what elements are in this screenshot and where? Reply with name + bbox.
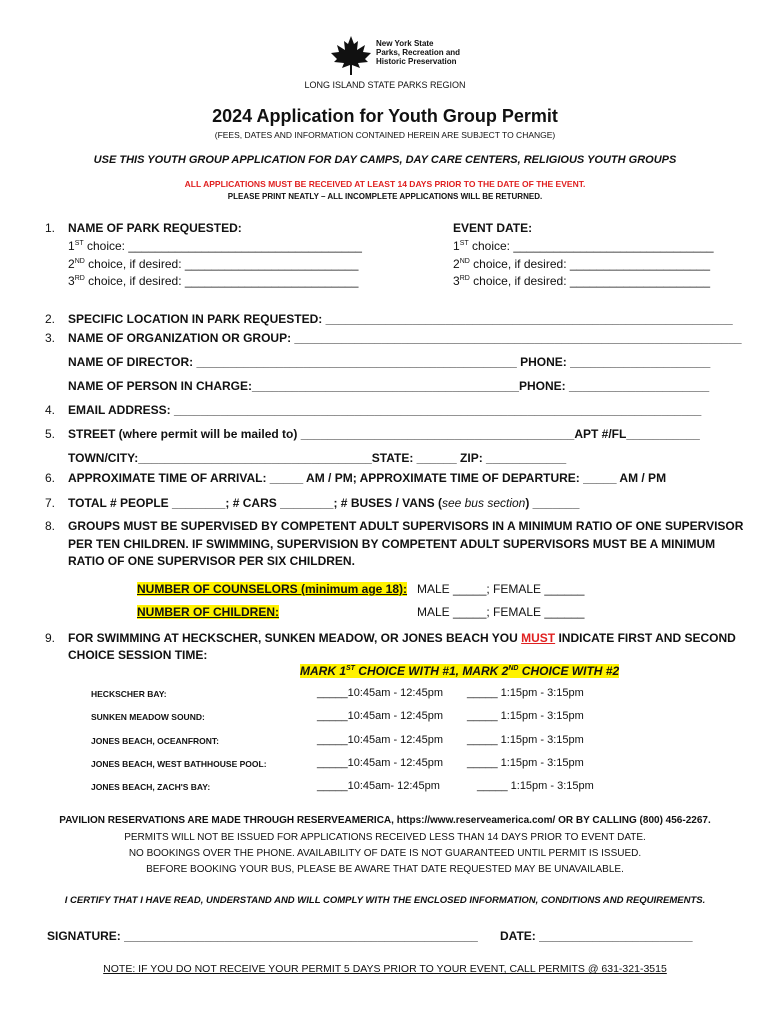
mark-choice-instruction: MARK 1ST CHOICE WITH #1, MARK 2ND CHOICE WITH #2 — [300, 664, 620, 678]
email-field[interactable]: EMAIL ADDRESS: _______________________________________________________________________________ — [68, 403, 702, 417]
swimming-instructions-line-2: CHOICE SESSION TIME: — [68, 648, 208, 662]
page-title: 2024 Application for Youth Group Permit — [212, 106, 558, 126]
park-choice-2-field[interactable]: 2ND choice, if desired: __________________________ — [68, 257, 359, 271]
session-afternoon-field[interactable]: _____ 1:15pm - 3:15pm — [467, 734, 584, 746]
session-beach-label: HECKSCHER BAY: — [91, 689, 167, 699]
permits-notice: PERMITS WILL NOT BE ISSUED FOR APPLICATIONS RECEIVED LESS THAN 14 DAYS PRIOR TO EVENT DATE. — [124, 832, 646, 843]
session-beach-label: SUNKEN MEADOW SOUND: — [91, 712, 205, 722]
agency-logo — [329, 36, 479, 78]
park-requested-label: NAME OF PARK REQUESTED: — [68, 221, 242, 235]
item-number: 6. — [45, 471, 56, 485]
session-afternoon-field[interactable]: _____ 1:15pm - 3:15pm — [467, 757, 584, 769]
pavilion-reservations-notice: PAVILION RESERVATIONS ARE MADE THROUGH RESERVEAMERICA, https://www.reserveamerica.com/ OR BY CALLING (800) 456-2267. — [59, 815, 711, 826]
date-field[interactable]: DATE: _______________________ — [500, 929, 693, 943]
event-date-choice-1-field[interactable]: 1ST choice: ______________________________ — [453, 239, 714, 253]
use-instructions: USE THIS YOUTH GROUP APPLICATION FOR DAY CAMPS, DAY CARE CENTERS, RELIGIOUS YOUTH GROUPS — [93, 154, 677, 166]
item-number: 1. — [45, 221, 56, 235]
park-choice-3-field[interactable]: 3RD choice, if desired: __________________________ — [68, 274, 359, 288]
item-number: 4. — [45, 403, 56, 417]
children-label: NUMBER OF CHILDREN: — [137, 605, 279, 619]
session-morning-field[interactable]: _____10:45am- 12:45pm — [317, 780, 440, 792]
session-morning-field[interactable]: _____10:45am - 12:45pm — [317, 757, 443, 769]
item-number: 7. — [45, 496, 56, 510]
permit-contact-note: NOTE: IF YOU DO NOT RECEIVE YOUR PERMIT 5 DAYS PRIOR TO YOUR EVENT, CALL PERMITS @ 631-321-3515 — [103, 963, 667, 975]
session-afternoon-field[interactable]: _____ 1:15pm - 3:15pm — [467, 710, 584, 722]
certification-statement: I CERTIFY THAT I HAVE READ, UNDERSTAND AND WILL COMPLY WITH THE ENCLOSED INFORMATION, CONDITIONS AND REQUIREMENTS. — [64, 895, 706, 906]
children-gender-fields[interactable]: MALE _____; FEMALE ______ — [417, 605, 585, 619]
director-name-field[interactable]: NAME OF DIRECTOR: ________________________________________________ PHONE: _____________________ — [68, 355, 711, 369]
agency-name: New York State Parks, Recreation and Historic Preservation — [376, 39, 461, 66]
event-date-label: EVENT DATE: — [453, 221, 533, 235]
session-afternoon-field[interactable]: _____ 1:15pm - 3:15pm — [477, 780, 594, 792]
street-field[interactable]: STREET (where permit will be mailed to) _________________________________________APT #/FL___________ — [68, 427, 700, 441]
maple-leaf-icon — [329, 36, 373, 76]
bus-notice: BEFORE BOOKING YOUR BUS, PLEASE BE AWARE THAT DATE REQUESTED MAY BE UNAVAILABLE. — [146, 864, 624, 875]
session-morning-field[interactable]: _____10:45am - 12:45pm — [317, 710, 443, 722]
people-cars-buses-field[interactable]: TOTAL # PEOPLE ________; # CARS ________; # BUSES / VANS (see bus section) _______ — [68, 496, 580, 510]
deadline-notice: ALL APPLICATIONS MUST BE RECEIVED AT LEAST 14 DAYS PRIOR TO THE DATE OF THE EVENT. — [184, 179, 586, 189]
item-number: 9. — [45, 631, 56, 645]
supervision-text-line-3: RATIO OF ONE SUPERVISOR PER SIX CHILDREN. — [68, 554, 355, 568]
event-date-choice-2-field[interactable]: 2ND choice, if desired: _____________________ — [453, 257, 711, 271]
session-morning-field[interactable]: _____10:45am - 12:45pm — [317, 734, 443, 746]
page-subtitle: (FEES, DATES AND INFORMATION CONTAINED HEREIN ARE SUBJECT TO CHANGE) — [214, 130, 556, 140]
region-name: LONG ISLAND STATE PARKS REGION — [304, 80, 466, 90]
person-in-charge-field[interactable]: NAME OF PERSON IN CHARGE:________________________________________PHONE: _____________________ — [68, 379, 710, 393]
bookings-notice: NO BOOKINGS OVER THE PHONE. AVAILABILITY OF DATE IS NOT GUARANTEED UNTIL PERMIT IS ISSUED. — [128, 848, 642, 859]
item-number: 8. — [45, 519, 56, 533]
town-state-zip-field[interactable]: TOWN/CITY:___________________________________STATE: ______ ZIP: ____________ — [68, 451, 567, 465]
counselors-gender-fields[interactable]: MALE _____; FEMALE ______ — [417, 582, 585, 596]
signature-field[interactable]: SIGNATURE: _____________________________________________________ — [47, 929, 478, 943]
print-neatly-notice: PLEASE PRINT NEATLY – ALL INCOMPLETE APPLICATIONS WILL BE RETURNED. — [227, 192, 543, 201]
specific-location-field[interactable]: SPECIFIC LOCATION IN PARK REQUESTED: _____________________________________________________________ — [68, 312, 733, 326]
event-date-choice-3-field[interactable]: 3RD choice, if desired: _____________________ — [453, 274, 711, 288]
supervision-text-line-2: PER TEN CHILDREN. IF SWIMMING, SUPERVISION BY COMPETENT ADULT SUPERVISORS MUST BE A MINIMUM — [68, 537, 716, 551]
item-number: 3. — [45, 331, 56, 345]
session-beach-label: JONES BEACH, ZACH'S BAY: — [91, 782, 211, 792]
swimming-instructions-line-1: FOR SWIMMING AT HECKSCHER, SUNKEN MEADOW, OR JONES BEACH YOU MUST INDICATE FIRST AND SECOND — [68, 631, 736, 645]
supervision-text-line-1: GROUPS MUST BE SUPERVISED BY COMPETENT ADULT SUPERVISORS IN A MINIMUM RATIO OF ONE SUPERVISOR — [68, 519, 744, 533]
organization-name-field[interactable]: NAME OF ORGANIZATION OR GROUP: ___________________________________________________________________ — [68, 331, 742, 345]
item-number: 5. — [45, 427, 56, 441]
item-number: 2. — [45, 312, 56, 326]
session-beach-label: JONES BEACH, WEST BATHHOUSE POOL: — [91, 759, 267, 769]
session-morning-field[interactable]: _____10:45am - 12:45pm — [317, 687, 443, 699]
session-beach-label: JONES BEACH, OCEANFRONT: — [91, 736, 219, 746]
session-afternoon-field[interactable]: _____ 1:15pm - 3:15pm — [467, 687, 584, 699]
park-choice-1-field[interactable]: 1ST choice: ___________________________________ — [68, 239, 362, 253]
counselors-label: NUMBER OF COUNSELORS (minimum age 18): — [137, 582, 408, 596]
arrival-departure-field[interactable]: APPROXIMATE TIME OF ARRIVAL: _____ AM / PM; APPROXIMATE TIME OF DEPARTURE: _____ AM / PM — [68, 471, 667, 485]
